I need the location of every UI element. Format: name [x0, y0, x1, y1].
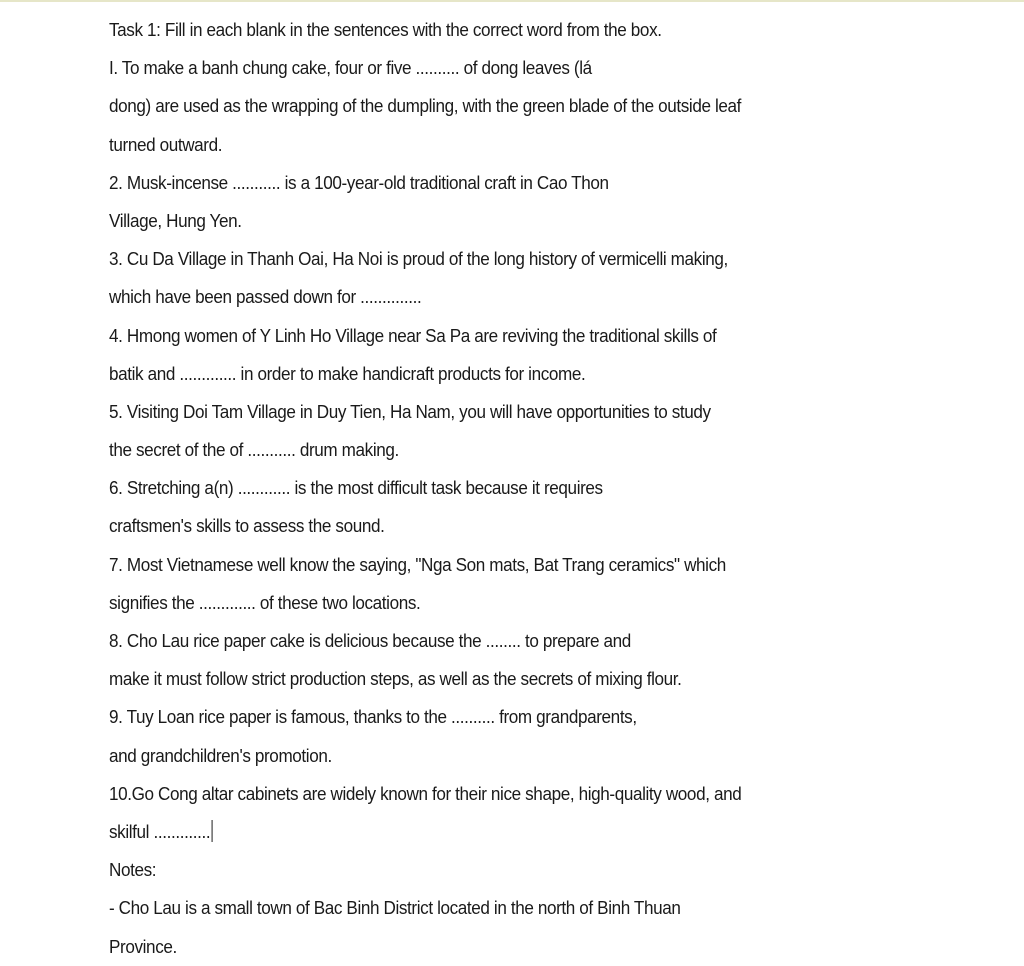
item-5-line-1: 5. Visiting Doi Tam Village in Duy Tien, Ha Nam, you will have opportunities to study	[109, 401, 711, 422]
item-10-line-1: 10.Go Cong altar cabinets are widely known for their nice shape, high-quality wood, and	[109, 783, 742, 804]
item-7-line-1: 7. Most Vietnamese well know the saying, "Nga Son mats, Bat Trang ceramics" which	[109, 554, 726, 575]
item-6-line-1: 6. Stretching a(n) ............ is the most difficult task because it requires	[109, 478, 603, 499]
item-8-line-1: 8. Cho Lau rice paper cake is delicious because the ........ to prepare and	[109, 631, 631, 651]
item-7-line-2: signifies the ............. of these two locations.	[109, 592, 421, 613]
item-1-line-1: I. To make a banh chung cake, four or five .......... of dong leaves (lá	[109, 58, 592, 79]
page-top-border	[0, 0, 1024, 2]
item-4-line-1: 4. Hmong women of Y Linh Ho Village near Sa Pa are reviving the traditional skills of	[109, 325, 717, 346]
document-body[interactable]	[109, 11, 945, 966]
notes-heading: Notes:	[109, 860, 157, 881]
item-8-line-2: make it must follow strict production steps, as well as the secrets of mixing flour.	[109, 669, 682, 690]
item-9-line-2: and grandchildren's promotion.	[109, 745, 332, 766]
item-10-line-2-wrapper[interactable]	[109, 813, 945, 851]
text-cursor	[211, 820, 212, 842]
note-1-line-1: - Cho Lau is a small town of Bac Binh District located in the north of Binh Thuan	[109, 898, 681, 919]
item-4-line-2: batik and ............. in order to make handicraft products for income.	[109, 363, 586, 384]
item-3-line-2: which have been passed down for ..............	[109, 287, 422, 308]
task-title: Task 1: Fill in each blank in the sentences with the correct word from the box.	[109, 20, 662, 40]
note-1-line-2: Province.	[109, 936, 177, 957]
item-1-line-3: turned outward.	[109, 134, 223, 155]
item-10-line-2: skilful .............	[109, 821, 211, 842]
item-9-line-1: 9. Tuy Loan rice paper is famous, thanks to the .......... from grandparents,	[109, 707, 637, 728]
item-6-line-2: craftsmen's skills to assess the sound.	[109, 516, 385, 537]
item-3-line-1: 3. Cu Da Village in Thanh Oai, Ha Noi is proud of the long history of vermicelli making,	[109, 249, 728, 270]
item-2-line-2: Village, Hung Yen.	[109, 210, 242, 231]
item-1-line-2: dong) are used as the wrapping of the dumpling, with the green blade of the outside leaf	[109, 96, 742, 117]
item-5-line-2: the secret of the of ........... drum making.	[109, 440, 399, 461]
item-2-line-1: 2. Musk-incense ........... is a 100-year-old traditional craft in Cao Thon	[109, 172, 609, 193]
